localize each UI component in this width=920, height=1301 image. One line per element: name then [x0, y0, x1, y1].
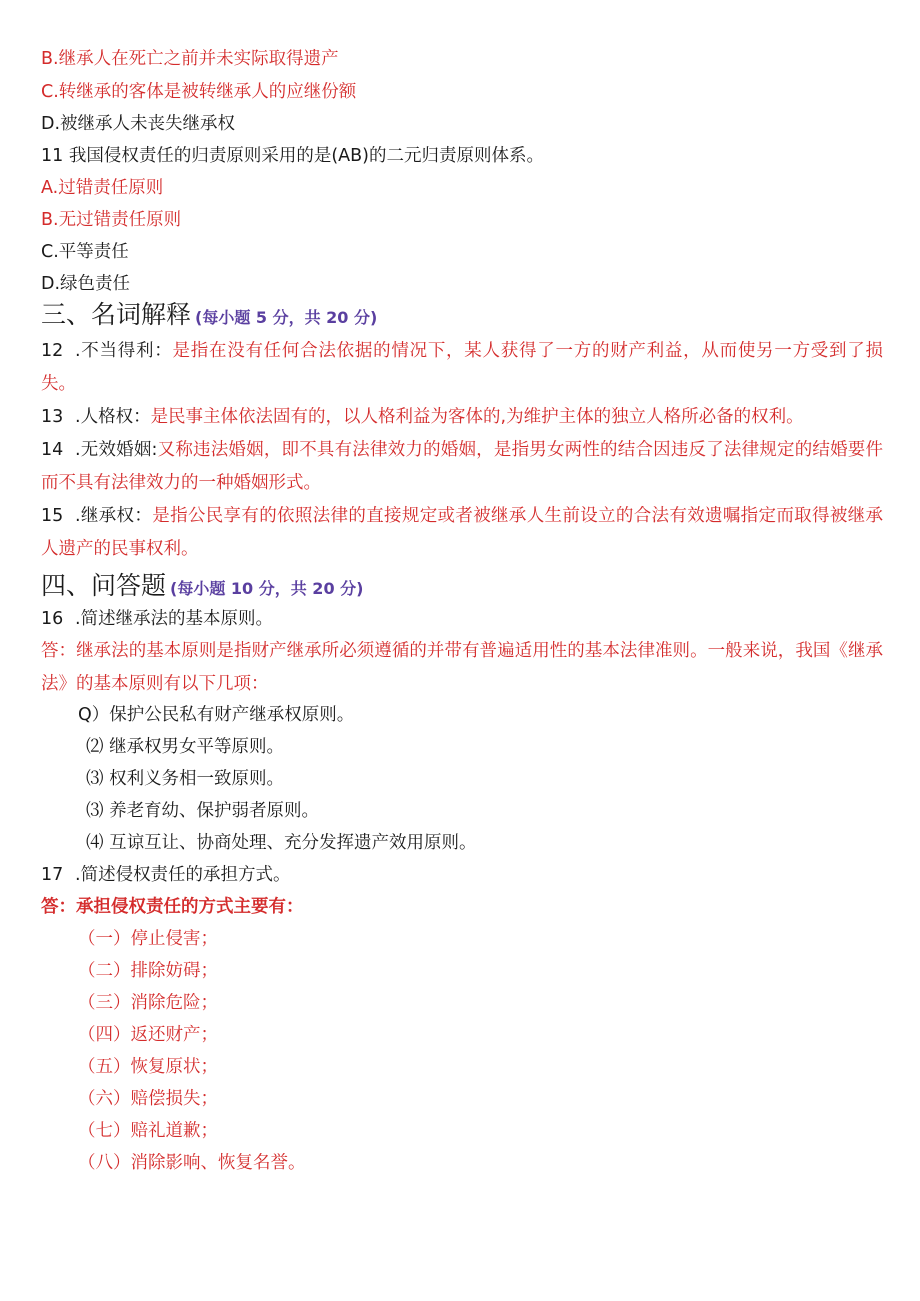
section4-heading — [41, 571, 363, 604]
q17-question — [41, 864, 291, 886]
q16-principle-5: ⑷ 互谅互让、协商处理、充分发挥遗产效用原则。 — [86, 833, 477, 853]
term-label: .不当得利： — [75, 341, 173, 361]
q16-number: 16 — [41, 609, 64, 629]
q17-method-7: （七）赔礼道歉； — [78, 1121, 218, 1141]
term-definition: 是指公民享有的依照法律的直接规定或者被继承人生前设立的合法有效遗嘱指定而取得被继承人遗产的民事权利。 — [41, 506, 884, 559]
q17-answer-lead: 答：承担侵权责任的方式主要有： — [41, 897, 304, 917]
term-item — [41, 335, 883, 401]
term-item — [41, 434, 883, 500]
term-number: 12 — [41, 341, 64, 361]
q11-option-a: A.过错责任原则 — [41, 178, 164, 198]
q16-question — [41, 608, 273, 630]
q16-principle-2: ⑵ 继承权男女平等原则。 — [86, 737, 285, 757]
q17-method-2: （二）排除妨碍； — [78, 961, 218, 981]
q17-method-8: （八）消除影响、恢复名誉。 — [78, 1153, 306, 1173]
term-item — [41, 401, 883, 434]
term-number: 13 — [41, 407, 64, 427]
q17-method-4: （四）返还财产； — [78, 1025, 218, 1045]
section4-note: (每小题 10 分，共 20 分) — [170, 579, 364, 598]
q17-method-6: （六）赔偿损失； — [78, 1089, 218, 1109]
q11-option-b: B.无过错责任原则 — [41, 210, 182, 230]
q16-principle-1: Q）保护公民私有财产继承权原则。 — [78, 705, 355, 725]
q16-answer: 答：继承法的基本原则是指财产继承所必须遵循的并带有普遍适用性的基本法律准则。一般来说，我国《继承法》的基本原则有以下几项： — [41, 641, 883, 694]
q16-principle-4: ⑶ 养老育幼、保护弱者原则。 — [86, 801, 320, 821]
section3-heading — [41, 300, 377, 333]
q17-number: 17 — [41, 865, 64, 885]
q16-principle-3: ⑶ 权利义务相一致原则。 — [86, 769, 285, 789]
term-label: .无效婚姻: — [75, 440, 158, 460]
term-number: 15 — [41, 506, 64, 526]
q10-option-c: C.转继承的客体是被转继承人的应继份额 — [41, 82, 357, 102]
q10-option-b: B.继承人在死亡之前并未实际取得遗产 — [41, 49, 339, 69]
q17-text: .简述侵权责任的承担方式。 — [75, 865, 291, 885]
term-number: 14 — [41, 440, 64, 460]
q11-option-d: D.绿色责任 — [41, 274, 131, 294]
term-item — [41, 500, 883, 566]
q17-method-5: （五）恢复原状； — [78, 1057, 218, 1077]
q16-text: .简述继承法的基本原则。 — [75, 609, 274, 629]
section3-title: 三、名词解释 — [41, 300, 192, 329]
term-label: .人格权： — [75, 407, 151, 427]
q11-option-c: C.平等责任 — [41, 242, 129, 262]
term-definition: 又称违法婚姻，即不具有法律效力的婚姻，是指男女两性的结合因违反了法律规定的结婚要件而不具有法律效力的一种婚姻形式。 — [41, 440, 883, 493]
term-label: .继承权： — [75, 506, 153, 526]
term-definition: 是指在没有任何合法依据的情况下，某人获得了一方的财产利益，从而使另一方受到了损失。 — [41, 341, 884, 394]
term-definition: 是民事主体依法固有的，以人格利益为客体的,为维护主体的独立人格所必备的权利。 — [150, 407, 804, 427]
q10-option-d: D.被继承人未丧失继承权 — [41, 114, 236, 134]
q17-method-1: （一）停止侵害； — [78, 929, 218, 949]
section3-note: (每小题 5 分，共 20 分) — [195, 308, 378, 327]
q17-method-3: （三）消除危险； — [78, 993, 218, 1013]
q11-stem: 11 我国侵权责任的归责原则采用的是(AB)的二元归责原则体系。 — [41, 146, 544, 166]
section4-title: 四、问答题 — [41, 571, 167, 600]
